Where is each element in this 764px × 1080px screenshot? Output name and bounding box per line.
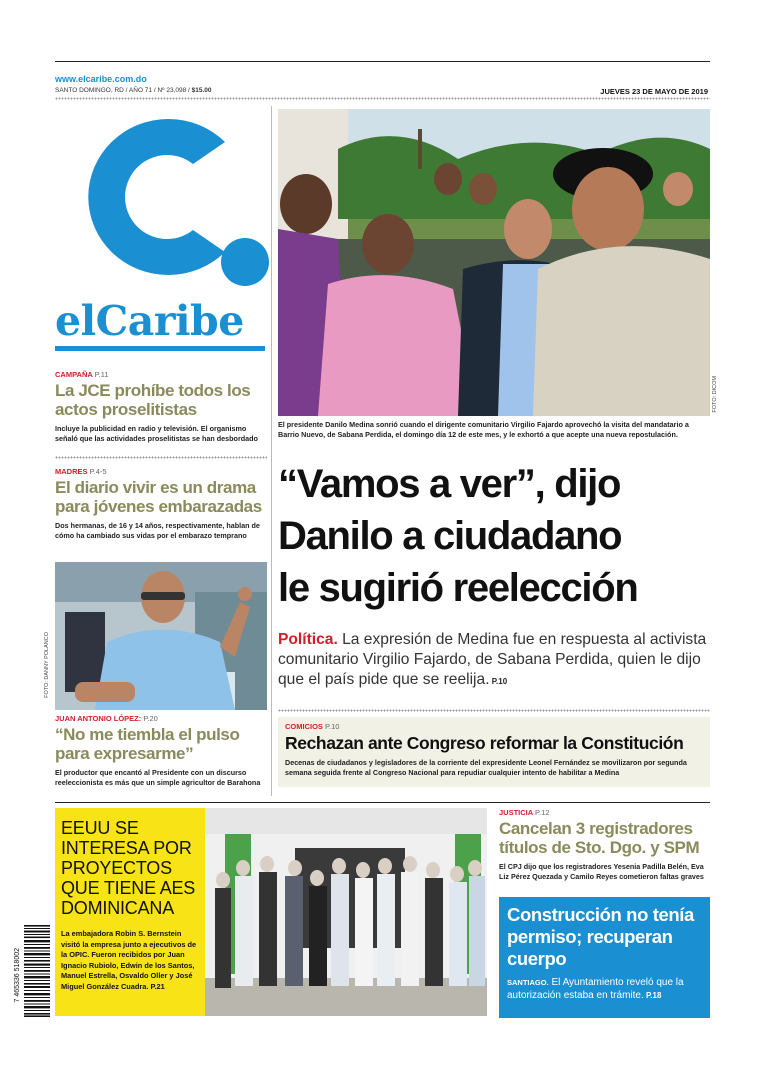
main-headline-line: “Vamos a ver”, dijo [278, 462, 621, 506]
deck-page: P.10 [489, 677, 508, 686]
masthead-url[interactable]: www.elcaribe.com.do [55, 74, 147, 84]
main-headline[interactable] [278, 458, 710, 614]
main-photo-caption: El presidente Danilo Medina sonrió cuando el dirigente comunitario Virgilio Fajardo aprovechó la visita del mandatario a Barrio Nuevo, de Sabana Perdida, el domingo día 12 de este mes, y le exhortó a que acepte una nueva repostulación. [278, 420, 689, 439]
story-summary: SANTIAGO. El Ayuntamiento reveló que la autorización estaba en trámite. P.18 [507, 977, 684, 1001]
photo-aes-group [205, 808, 487, 1016]
story-headline[interactable]: La JCE prohíbe todos los actos proselitistas [55, 381, 251, 419]
masthead-meta [55, 87, 212, 94]
deck-text: La expresión de Medina fue en respuesta al activista comunitario Virgilio Fajardo, de Sabana Perdida, quien le dijo que el país pide que se reelija. [278, 631, 707, 688]
issue-price: $15.00 [191, 87, 212, 94]
story-summary: La embajadora Robin S. Bernstein visitó la empresa junto a ejecutivos de la OPIC. Fueron recibidos por Juan Ignacio Rubiolo, Edwin de los Santos, Manuel Estrella, Osvaldo Oller y José Miguel González Cuadra. P.21 [61, 929, 197, 991]
story-kicker: JUSTICIA P.12 [499, 808, 550, 817]
story-summary: El CPJ dijo que los registradores Yesenia Padilla Belén, Eva Liz Pérez Quezada y Camilo Reyes cometieron faltas graves [499, 862, 704, 881]
story-headline[interactable]: El diario vivir es un drama para jóvenes embarazadas [55, 478, 262, 516]
story-juan-antonio-lopez[interactable] [55, 714, 267, 787]
story-summary: Dos hermanas, de 16 y 14 años, respectivamente, hablan de cómo ha cambiado sus vidas por el embarazo temprano [55, 521, 260, 540]
story-headline[interactable]: Cancelan 3 registradores títulos de Sto. Dgo. y SPM [499, 819, 700, 857]
story-headline[interactable]: EEUU SE INTERESA POR PROYECTOS QUE TIENE AES DOMINICANA [61, 818, 196, 918]
logo-underline [55, 346, 265, 351]
issue-info: SANTO DOMINGO, RD / AÑO 71 / Nº 23,098 / [55, 87, 190, 94]
barcode-number: 7 465336 518002 [14, 948, 21, 1003]
main-photo-credit: FOTO: DICOM [712, 376, 718, 413]
photo-juan-antonio-lopez [55, 562, 267, 710]
issue-date: JUEVES 23 DE MAYO DE 2019 [600, 87, 708, 96]
deck-section: Política. [278, 631, 338, 648]
story-summary: Decenas de ciudadanos y legisladores de la corriente del expresidente Leonel Fernández se movilizaron por segunda semana seguida frente al Congreso Nacional para repudiar cualquier intento de habilitar a Medina [285, 758, 687, 777]
main-deck [278, 630, 708, 692]
photo-credit: FOTO: DANNY POLANCO [44, 632, 50, 698]
story-kicker: CAMPAÑA P.11 [55, 370, 109, 379]
story-headline[interactable]: “No me tiembla el pulso para expresarme” [55, 725, 240, 763]
story-headline[interactable]: Construcción no tenía permiso; recuperan cuerpo [507, 904, 694, 969]
story-kicker: MADRES P.4-5 [55, 467, 107, 476]
story-campana[interactable] [55, 370, 267, 443]
story-justicia[interactable] [499, 808, 710, 881]
story-comicios[interactable] [278, 717, 710, 787]
story-madres[interactable] [55, 467, 267, 540]
story-kicker: COMICIOS P.10 [285, 722, 340, 731]
main-photo-danilo-medina [278, 109, 710, 416]
story-eeuu-aes[interactable] [55, 808, 205, 1016]
story-page: P.21 [150, 981, 165, 991]
barcode-icon [24, 925, 50, 1017]
story-santiago[interactable] [499, 897, 710, 1018]
main-headline-line: le sugirió reelección [278, 566, 638, 610]
logo-c-icon [55, 102, 270, 292]
story-kicker: JUAN ANTONIO LÓPEZ: P.20 [55, 714, 158, 723]
story-summary: El productor que encantó al Presidente con un discurso reeleccionista es más que un simple agricultor de Barahona [55, 768, 261, 787]
story-headline[interactable]: Rechazan ante Congreso reformar la Constitución [285, 733, 684, 753]
story-summary: Incluye la publicidad en radio y televisión. El organismo señaló que las actividades proselitistas se han desbordado [55, 424, 258, 443]
logo-wordmark: elCaribe [55, 297, 244, 345]
main-headline-line: Danilo a ciudadano [278, 514, 622, 558]
